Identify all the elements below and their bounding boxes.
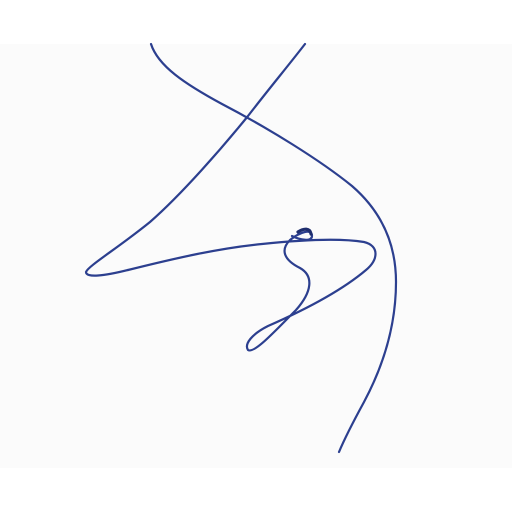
signature-stroke-crossbar <box>128 232 376 351</box>
signature-stroke-diagonal <box>86 44 305 276</box>
signature-stroke-main-curve <box>151 44 396 452</box>
signature-ink <box>86 44 396 452</box>
